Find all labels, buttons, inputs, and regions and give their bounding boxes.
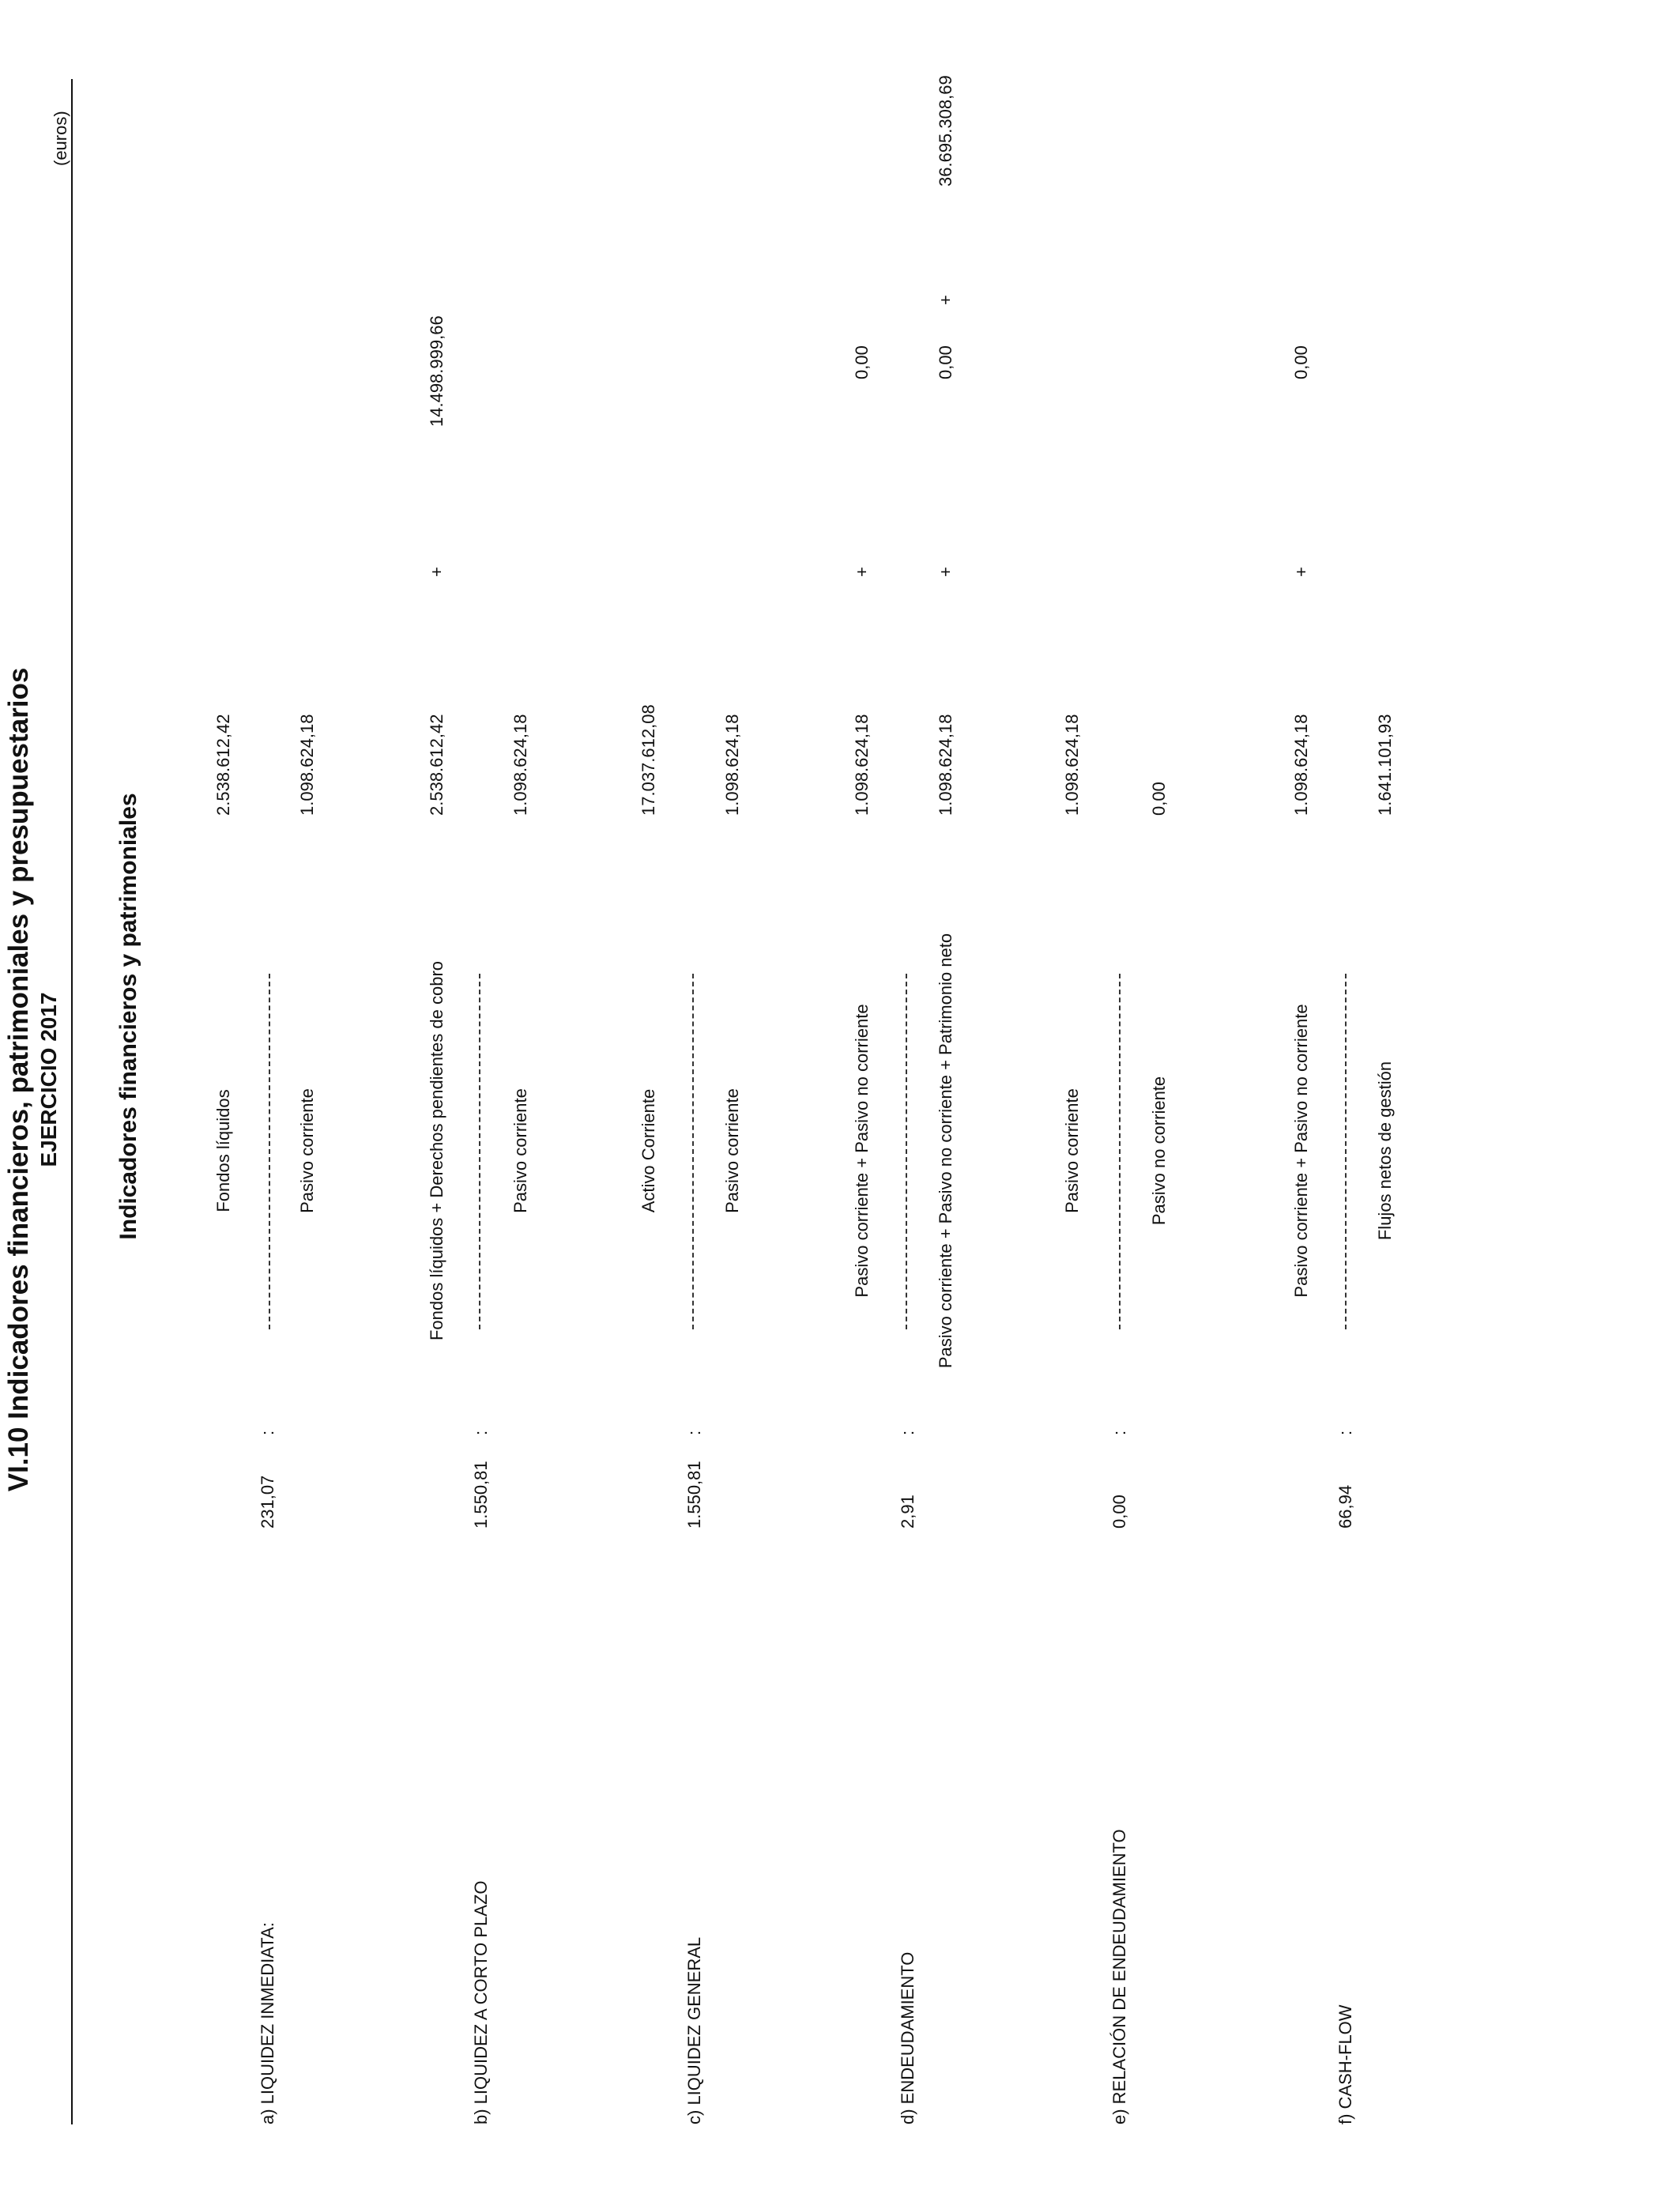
denominator-value: 1.098.624,18 bbox=[936, 714, 955, 816]
denominator-value-2: 0,00 bbox=[936, 345, 955, 379]
denominator-text: Flujos netos de gestión bbox=[1375, 1061, 1395, 1241]
denominator-value-3: 36.695.308,69 bbox=[936, 75, 955, 187]
indicator-colon: : bbox=[471, 1430, 491, 1435]
indicator-label: c) LIQUIDEZ GENERAL bbox=[684, 1936, 704, 2124]
indicator-label: e) RELACIÓN DE ENDEUDAMIENTO bbox=[1109, 1829, 1129, 2124]
indicator-result: 0,00 bbox=[1109, 1495, 1129, 1529]
denominator-text: Pasivo corriente bbox=[510, 1088, 530, 1213]
denominator-operator: + bbox=[936, 567, 955, 577]
numerator-operator: + bbox=[1291, 567, 1311, 577]
denominator-value: 1.098.624,18 bbox=[510, 714, 530, 816]
numerator-operator: + bbox=[427, 567, 446, 577]
indicator-colon: : bbox=[684, 1430, 704, 1435]
numerator-text: Activo Corriente bbox=[638, 1088, 658, 1213]
denominator-value: 0,00 bbox=[1149, 782, 1169, 816]
indicator-result: 1.550,81 bbox=[471, 1461, 491, 1529]
indicator-label: a) LIQUIDEZ INMEDIATA: bbox=[258, 1922, 277, 2124]
denominator-operator-2: + bbox=[936, 295, 955, 305]
fraction-line bbox=[1345, 974, 1347, 1329]
indicator-label: b) LIQUIDEZ A CORTO PLAZO bbox=[471, 1880, 491, 2124]
numerator-text: Fondos líquidos + Derechos pendientes de cobro bbox=[427, 960, 446, 1341]
indicator-colon: : bbox=[1109, 1430, 1129, 1435]
fraction-line bbox=[1119, 974, 1121, 1329]
indicator-result: 2,91 bbox=[898, 1495, 917, 1529]
indicator-colon: : bbox=[898, 1430, 917, 1435]
numerator-value: 1.098.624,18 bbox=[852, 714, 872, 816]
section-title: Indicadores financieros y patrimoniales bbox=[115, 793, 141, 1240]
fraction-line bbox=[479, 974, 480, 1329]
fraction-line bbox=[692, 974, 694, 1329]
indicator-label: f) CASH-FLOW bbox=[1335, 2004, 1355, 2124]
numerator-value-2: 0,00 bbox=[1291, 345, 1311, 379]
page-subtitle: EJERCICIO 2017 bbox=[36, 992, 61, 1167]
indicator-result: 231,07 bbox=[258, 1475, 277, 1529]
numerator-text: Pasivo corriente bbox=[1062, 1088, 1082, 1213]
numerator-value: 2.538.612,42 bbox=[427, 714, 446, 816]
denominator-value: 1.098.624,18 bbox=[722, 714, 742, 816]
numerator-text: Fondos líquidos bbox=[213, 1089, 233, 1212]
unit-note: (euros) bbox=[51, 111, 70, 166]
numerator-value: 17.037.612,08 bbox=[638, 704, 658, 816]
denominator-text: Pasivo no corriente bbox=[1149, 1076, 1169, 1226]
numerator-operator: + bbox=[852, 567, 872, 577]
denominator-text: Pasivo corriente bbox=[297, 1088, 317, 1213]
indicator-label: d) ENDEUDAMIENTO bbox=[898, 1951, 917, 2124]
fraction-line bbox=[906, 974, 907, 1329]
indicator-result: 66,94 bbox=[1335, 1484, 1355, 1529]
denominator-text: Pasivo corriente + Pasivo no corriente + Patrimonio neto bbox=[936, 933, 955, 1369]
numerator-text: Pasivo corriente + Pasivo no corriente bbox=[1291, 1004, 1311, 1298]
numerator-value: 2.538.612,42 bbox=[213, 714, 233, 816]
page-title: VI.10 Indicadores financieros, patrimoniales y presupuestarios bbox=[3, 667, 34, 1492]
denominator-value: 1.098.624,18 bbox=[297, 714, 317, 816]
indicator-colon: : bbox=[1335, 1430, 1355, 1435]
indicator-colon: : bbox=[258, 1430, 277, 1435]
numerator-text: Pasivo corriente + Pasivo no corriente bbox=[852, 1004, 872, 1298]
numerator-value-2: 14.498.999,66 bbox=[427, 315, 446, 427]
indicator-result: 1.550,81 bbox=[684, 1461, 704, 1529]
numerator-value: 1.098.624,18 bbox=[1291, 714, 1311, 816]
header-rule bbox=[71, 79, 73, 2124]
denominator-text: Pasivo corriente bbox=[722, 1088, 742, 1213]
fraction-line bbox=[269, 974, 270, 1329]
denominator-value: 1.641.101,93 bbox=[1375, 714, 1395, 816]
numerator-value-2: 0,00 bbox=[852, 345, 872, 379]
numerator-value: 1.098.624,18 bbox=[1062, 714, 1082, 816]
